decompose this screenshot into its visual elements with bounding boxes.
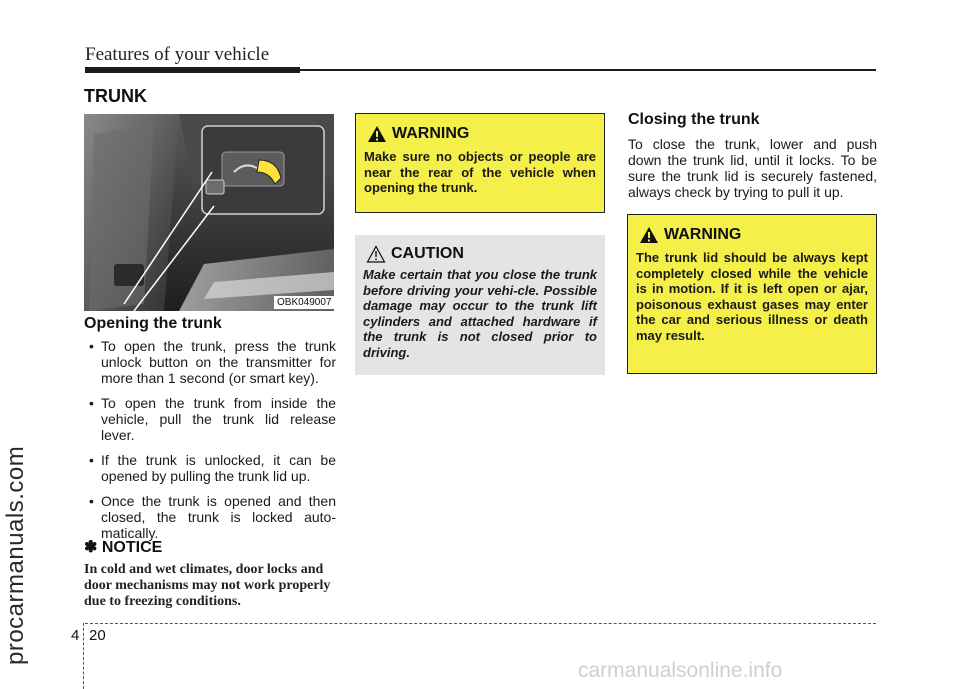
header-bar: [85, 67, 300, 73]
page-number: 20: [89, 627, 106, 644]
caution-text: Make certain that you close the trunk before driving your vehi-cle. Possible damage may occur to the trunk lift cylinders and attached hardware if the trunk is not closed prior to driving.: [363, 267, 597, 360]
notice-title: ✽ NOTICE: [84, 539, 163, 556]
list-item: • To open the trunk from inside the vehicle, pull the trunk lid release lever.: [84, 395, 336, 443]
section-title: TRUNK: [84, 86, 147, 106]
list-item: • To open the trunk, press the trunk unlock button on the transmitter for more than 1 second (or smart key).: [84, 338, 336, 386]
trunk-release-illustration: [84, 114, 334, 311]
footer-rule: [85, 623, 876, 624]
warning-title: WARNING: [664, 226, 742, 243]
list-item: • If the trunk is unlocked, it can be opened by pulling the trunk lid up.: [84, 452, 336, 484]
caution-box: [355, 235, 605, 375]
side-watermark[interactable]: procarmanuals.com: [2, 445, 29, 665]
closing-text: To close the trunk, lower and push down the trunk lid, until it locks. To be sure the trunk lid is securely fastened, always check by trying to pull it up.: [628, 136, 877, 200]
caution-triangle-icon: [366, 245, 386, 263]
warning-triangle-icon: [639, 226, 659, 244]
bottom-watermark[interactable]: carmanualsonline.info: [578, 659, 783, 682]
notice-text: In cold and wet climates, door locks and door mechanisms may not work properly due to freezing conditions.: [84, 562, 331, 609]
warning-box-closing: [627, 214, 877, 374]
closing-title: Closing the trunk: [628, 111, 760, 128]
header-rule: [300, 69, 876, 71]
warning-text: Make sure no objects or people are near the rear of the vehicle when opening the trunk.: [364, 149, 596, 195]
warning-box-opening: [355, 113, 605, 213]
warning-title: WARNING: [392, 125, 470, 142]
caution-title: CAUTION: [391, 245, 464, 262]
list-item: • Once the trunk is opened and then closed, the trunk is locked auto-matically.: [84, 493, 336, 541]
image-code: OBK049007: [274, 296, 335, 309]
chapter-number: 4: [71, 627, 80, 644]
footer-divider: [83, 623, 84, 689]
opening-title: Opening the trunk: [84, 315, 222, 332]
header-title: Features of your vehicle: [85, 44, 270, 65]
opening-list: [84, 338, 336, 550]
warning-text: The trunk lid should be always kept completely closed while the vehicle is in motion. If it is left open or ajar, poisonous exhaust gases may enter the car and serious illness or death may result.: [636, 250, 868, 343]
warning-triangle-icon: [367, 125, 387, 143]
